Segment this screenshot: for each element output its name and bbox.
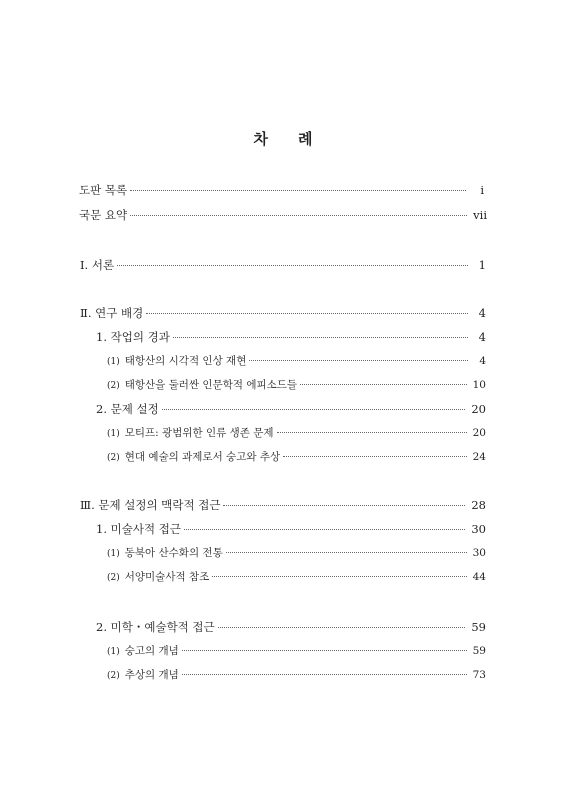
toc-entry-subsection-3-1-2[interactable] <box>107 569 486 586</box>
toc-entry-label: Ⅲ. 문제 설정의 맥락적 접근 <box>80 498 221 512</box>
dot-leader <box>130 190 466 191</box>
title-char-2: 례 <box>298 130 313 149</box>
toc-page-number: 59 <box>471 620 486 634</box>
toc-page-number: 1 <box>478 258 486 272</box>
dot-leader <box>277 432 467 433</box>
toc-entry-section-2-2[interactable] <box>96 401 486 417</box>
toc-page-number: 30 <box>471 522 486 536</box>
toc-entry-subsection-3-2-2[interactable] <box>107 667 486 684</box>
toc-entry-section-3-2[interactable] <box>96 619 486 635</box>
toc-entry-label: 1. 작업의 경과 <box>96 330 170 344</box>
toc-entry-label: 동북아 산수화의 전통 <box>124 547 223 559</box>
toc-entry-label: 태항산을 둘러싼 인문학적 에피소드들 <box>124 379 298 391</box>
toc-page-number: 73 <box>472 669 486 681</box>
dot-leader <box>218 627 466 628</box>
title-char-1: 차 <box>253 130 268 149</box>
dot-leader <box>184 529 465 530</box>
toc-entry-subsection-2-1-1[interactable] <box>107 353 486 370</box>
toc-entry-subsection-3-2-1[interactable] <box>107 643 486 660</box>
toc-entry-subsection-2-2-2[interactable] <box>107 449 486 466</box>
toc-page-number: 20 <box>472 427 486 439</box>
toc-entry-subsection-3-1-1[interactable] <box>107 545 486 562</box>
dot-leader <box>162 409 466 410</box>
toc-entry-label: 국문 요약 <box>79 208 128 222</box>
dot-leader <box>212 576 466 577</box>
toc-entry-chapter-1[interactable] <box>80 257 486 273</box>
dot-leader <box>173 337 468 338</box>
dot-leader <box>283 456 467 457</box>
toc-page-number: 10 <box>472 379 486 391</box>
toc-entry-label: 숭고의 개념 <box>124 645 179 657</box>
dot-leader <box>146 313 468 314</box>
toc-entry-label: 태항산의 시각적 인상 재현 <box>124 355 247 367</box>
toc-entry-label: 도판 목록 <box>79 183 128 197</box>
toc-entry-label: Ⅱ. 연구 배경 <box>80 306 144 320</box>
toc-entry-subsection-2-2-1[interactable] <box>107 425 486 442</box>
dot-leader <box>130 215 467 216</box>
dot-leader <box>300 384 467 385</box>
toc-entry-label: 2. 미학・예술학적 접근 <box>96 620 215 634</box>
toc-entry-abstract[interactable] <box>79 207 487 223</box>
toc-entry-section-2-1[interactable] <box>96 329 486 345</box>
toc-page-number: vii <box>473 208 487 222</box>
toc-page-number: 28 <box>471 498 486 512</box>
toc-entry-figures[interactable] <box>79 182 484 198</box>
toc-page-number: i <box>480 183 484 197</box>
subsection-number: (1) <box>107 429 120 439</box>
subsection-number: (2) <box>107 453 120 463</box>
toc-page-number: 59 <box>472 645 486 657</box>
toc-page-number: 4 <box>479 355 486 367</box>
dot-leader <box>117 265 468 266</box>
toc-entry-label: Ⅰ. 서론 <box>80 258 115 272</box>
subsection-number: (2) <box>107 381 120 391</box>
toc-entry-label: 모티프: 광범위한 인류 생존 문제 <box>124 427 274 439</box>
subsection-number: (1) <box>107 549 120 559</box>
toc-entry-chapter-2[interactable] <box>80 305 486 321</box>
dot-leader <box>182 674 467 675</box>
subsection-number: (2) <box>107 573 120 583</box>
subsection-number: (2) <box>107 671 120 681</box>
dot-leader <box>249 360 468 361</box>
toc-page-number: 24 <box>472 451 486 463</box>
toc-entry-label: 2. 문제 설정 <box>96 402 159 416</box>
toc-entry-label: 추상의 개념 <box>124 669 179 681</box>
toc-page-number: 20 <box>471 402 486 416</box>
dot-leader <box>226 552 467 553</box>
toc-page-number: 44 <box>472 571 486 583</box>
subsection-number: (1) <box>107 357 120 367</box>
toc-entry-label: 서양미술사적 참조 <box>124 571 210 583</box>
toc-entry-label: 현대 예술의 과제로서 숭고와 추상 <box>124 451 281 463</box>
toc-page-number: 4 <box>478 330 486 344</box>
toc-entry-subsection-2-1-2[interactable] <box>107 377 486 394</box>
toc-page-number: 4 <box>478 306 486 320</box>
toc-entry-section-3-1[interactable] <box>96 521 486 537</box>
toc-entry-chapter-3[interactable] <box>80 497 486 513</box>
subsection-number: (1) <box>107 647 120 657</box>
toc-page-number: 30 <box>472 547 486 559</box>
toc-entry-label: 1. 미술사적 접근 <box>96 522 181 536</box>
dot-leader <box>223 505 465 506</box>
dot-leader <box>182 650 467 651</box>
